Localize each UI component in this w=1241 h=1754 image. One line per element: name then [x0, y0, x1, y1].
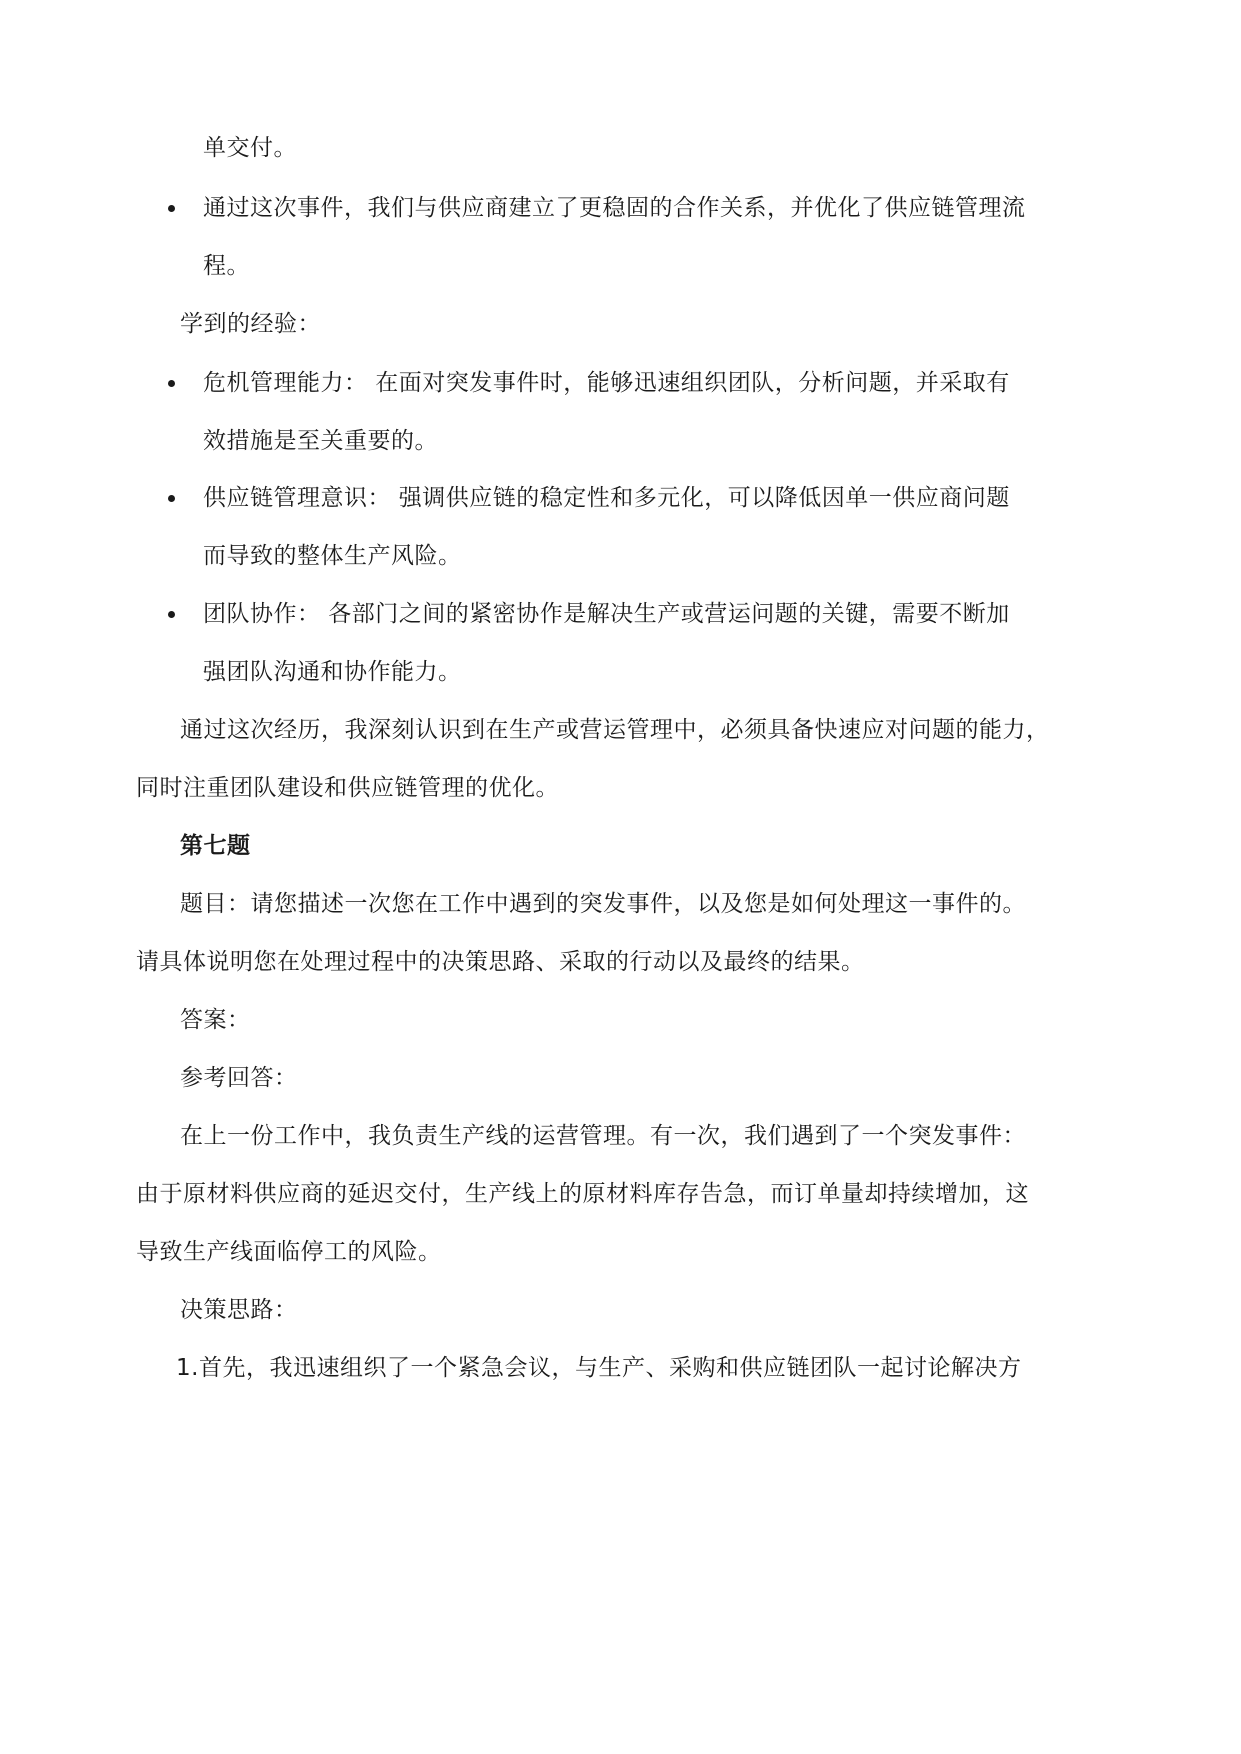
continued-line: 单交付。 [203, 135, 297, 161]
summary-line1: 通过这次经历，我深刻认识到在生产或营运管理中，必须具备快速应对问题的能力， [180, 717, 1050, 743]
question-line2: 请具体说明您在处理过程中的决策思路、采取的行动以及最终的结果。 [136, 949, 865, 975]
question-line1: 题目：请您描述一次您在工作中遇到的突发事件，以及您是如何处理这一事件的。 [180, 891, 1026, 917]
lessons-heading: 学到的经验： [180, 311, 321, 337]
summary-line2: 同时注重团队建设和供应链管理的优化。 [136, 775, 559, 801]
bullet-dot [168, 205, 175, 212]
answer-label: 答案： [180, 1007, 251, 1033]
bullet-supplier-line2: 程。 [203, 253, 250, 279]
bullet-supplier-line1: 通过这次事件，我们与供应商建立了更稳固的合作关系，并优化了供应链管理流 [203, 195, 1026, 221]
story-line3: 导致生产线面临停工的风险。 [136, 1239, 442, 1265]
lesson-crisis-line2: 效措施是至关重要的。 [203, 428, 438, 454]
step-1-line: 1.首先，我迅速组织了一个紧急会议，与生产、采购和供应链团队一起讨论解决方 [176, 1355, 1022, 1381]
bullet-dot [168, 611, 175, 618]
lesson-crisis-line1: 危机管理能力： 在面对突发事件时，能够迅速组织团队，分析问题，并采取有 [203, 370, 1010, 396]
lesson-supply-line2: 而导致的整体生产风险。 [203, 543, 462, 569]
section-title: 第七题 [180, 833, 251, 859]
lesson-supply-line1: 供应链管理意识： 强调供应链的稳定性和多元化，可以降低因单一供应商问题 [203, 485, 1010, 511]
decision-label: 决策思路： [180, 1297, 298, 1323]
story-line2: 由于原材料供应商的延迟交付，生产线上的原材料库存告急，而订单量却持续增加，这 [136, 1181, 1029, 1207]
bullet-dot [168, 495, 175, 502]
story-line1: 在上一份工作中，我负责生产线的运营管理。有一次，我们遇到了一个突发事件： [180, 1123, 1026, 1149]
reference-label: 参考回答： [180, 1065, 298, 1091]
lesson-team-line2: 强团队沟通和协作能力。 [203, 659, 462, 685]
bullet-dot [168, 380, 175, 387]
lesson-team-line1: 团队协作： 各部门之间的紧密协作是解决生产或营运问题的关键，需要不断加 [203, 601, 1010, 627]
